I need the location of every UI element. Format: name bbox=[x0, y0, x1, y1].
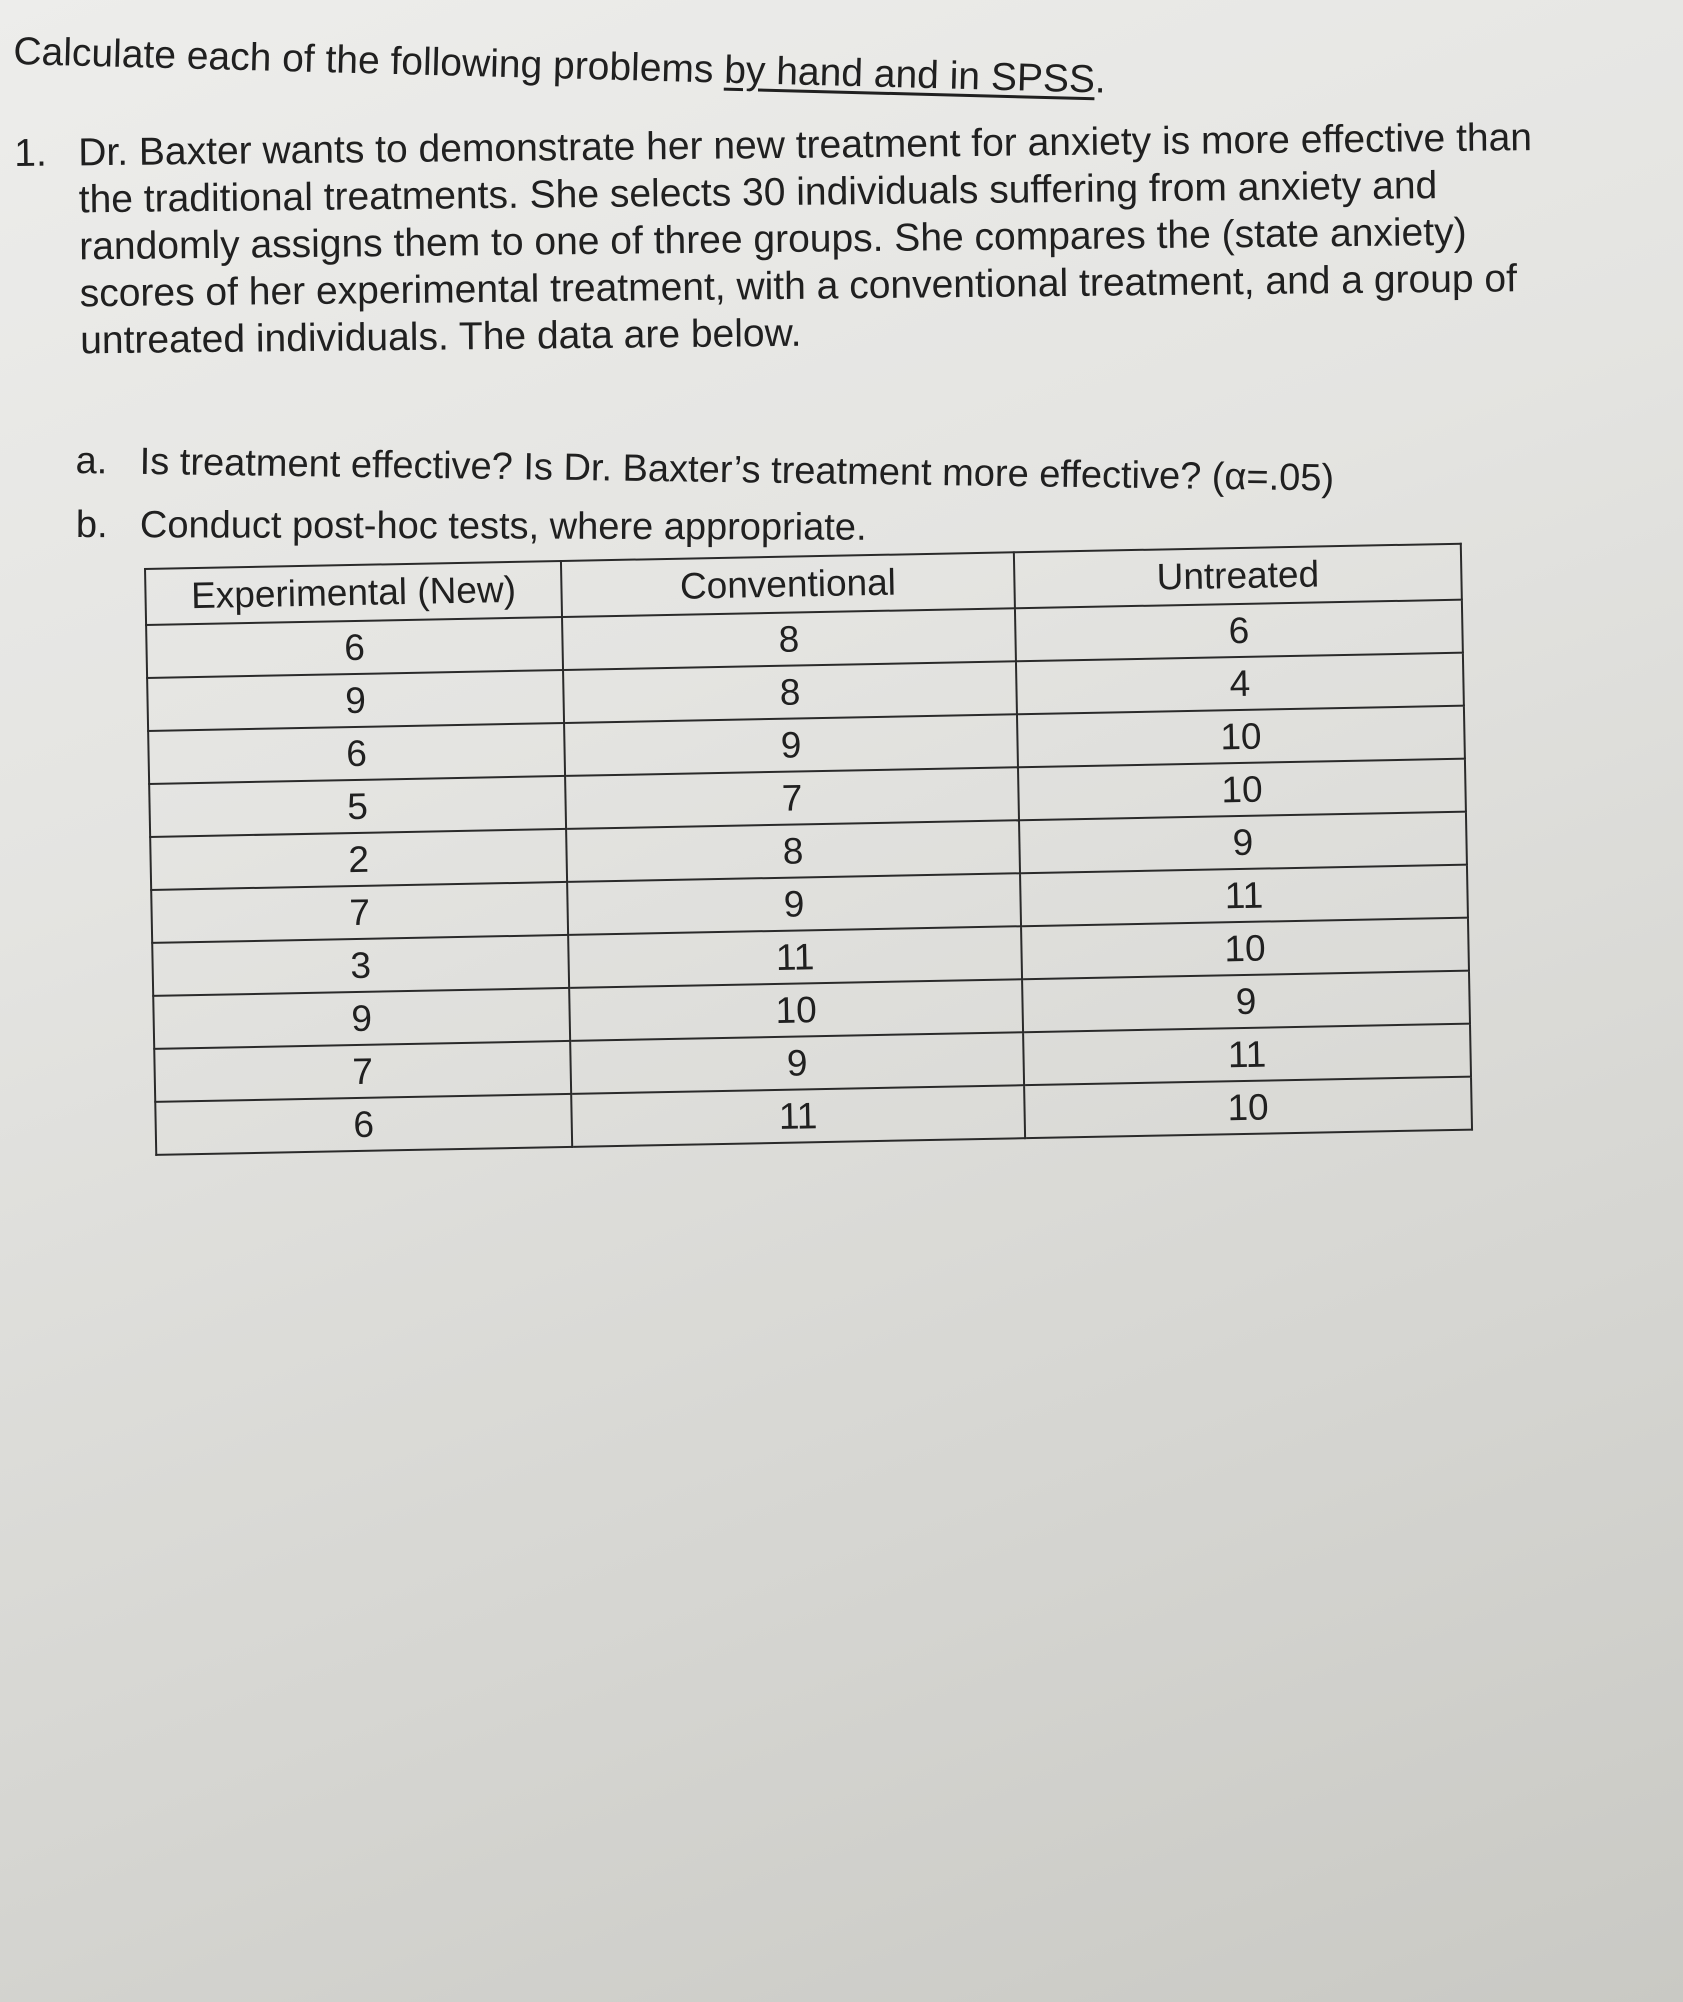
cell-conventional: 7 bbox=[565, 767, 1019, 829]
cell-conventional: 8 bbox=[563, 661, 1017, 723]
cell-conventional: 8 bbox=[566, 820, 1020, 882]
instructions-line bbox=[13, 30, 1106, 103]
question-b-text: Conduct post-hoc tests, where appropriate. bbox=[139, 504, 867, 549]
question-b bbox=[76, 504, 867, 550]
problem-line: Dr. Baxter wants to demonstrate her new treatment for anxiety is more effective than bbox=[78, 116, 1533, 175]
instructions-emphasis: by hand and in SPSS bbox=[723, 48, 1096, 102]
cell-experimental: 3 bbox=[152, 935, 569, 996]
problem-line: untreated individuals. The data are below. bbox=[79, 311, 802, 363]
cell-untreated: 9 bbox=[1022, 971, 1470, 1033]
cell-untreated: 9 bbox=[1019, 812, 1467, 874]
cell-untreated: 11 bbox=[1020, 865, 1468, 927]
question-b-label: b. bbox=[75, 504, 108, 547]
cell-untreated: 10 bbox=[1018, 759, 1466, 821]
header-experimental: Experimental (New) bbox=[145, 561, 562, 625]
cell-experimental: 9 bbox=[153, 988, 570, 1049]
anxiety-scores-table bbox=[144, 543, 1473, 1156]
cell-conventional: 11 bbox=[568, 926, 1022, 988]
cell-experimental: 6 bbox=[146, 617, 563, 678]
problem-line: the traditional treatments. She selects 30 individuals suffering from anxiety and bbox=[78, 164, 1438, 222]
cell-conventional: 9 bbox=[567, 873, 1021, 935]
cell-untreated: 10 bbox=[1024, 1077, 1472, 1139]
question-a-text: Is treatment effective? Is Dr. Baxter’s treatment more effective? (α=.05) bbox=[139, 440, 1335, 500]
question-a bbox=[75, 440, 1334, 501]
instructions-period: . bbox=[1094, 58, 1107, 102]
cell-experimental: 9 bbox=[147, 670, 564, 731]
cell-untreated: 11 bbox=[1023, 1024, 1471, 1086]
instructions-text: Calculate each of the following problems bbox=[12, 30, 725, 92]
data-table-wrapper bbox=[144, 543, 1473, 1156]
cell-experimental: 7 bbox=[151, 882, 568, 943]
cell-experimental: 6 bbox=[155, 1094, 572, 1155]
cell-conventional: 11 bbox=[571, 1085, 1025, 1147]
cell-experimental: 6 bbox=[148, 723, 565, 784]
problem-line: randomly assigns them to one of three groups. She compares the (state anxiety) bbox=[79, 210, 1467, 269]
cell-conventional: 8 bbox=[562, 608, 1016, 670]
cell-experimental: 7 bbox=[154, 1041, 571, 1102]
cell-untreated: 10 bbox=[1017, 706, 1465, 768]
problem-line: scores of her experimental treatment, with a conventional treatment, and a group of bbox=[79, 257, 1518, 316]
cell-conventional: 9 bbox=[564, 714, 1018, 776]
problem-statement bbox=[78, 114, 1590, 365]
header-conventional: Conventional bbox=[561, 552, 1015, 617]
header-untreated: Untreated bbox=[1014, 544, 1462, 609]
cell-conventional: 9 bbox=[570, 1032, 1024, 1094]
cell-experimental: 5 bbox=[149, 776, 566, 837]
problem-1 bbox=[14, 113, 1614, 363]
cell-untreated: 10 bbox=[1021, 918, 1469, 980]
cell-conventional: 10 bbox=[569, 979, 1023, 1041]
cell-experimental: 2 bbox=[150, 829, 567, 890]
cell-untreated: 4 bbox=[1016, 653, 1464, 715]
problem-number: 1. bbox=[14, 131, 48, 175]
question-a-label: a. bbox=[75, 440, 108, 483]
cell-untreated: 6 bbox=[1015, 600, 1463, 662]
